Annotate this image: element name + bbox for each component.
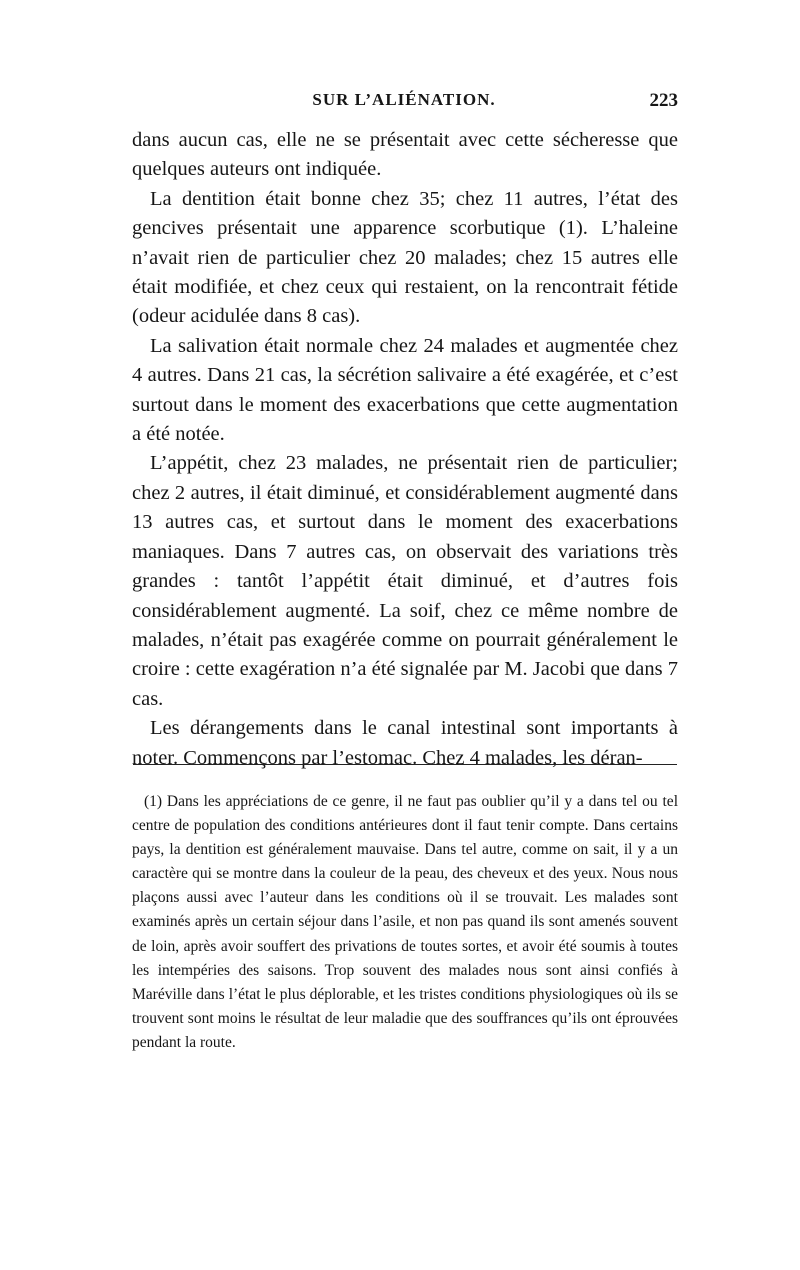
footnote-divider (133, 764, 677, 765)
footnote-text: (1) Dans les appréciations de ce genre, il ne faut pas oublier qu’il y a dans tel ou tel centre de population des conditions antérieures dont il faut tenir compte. Dans certains pays, la dentition est généralement mauvaise. Dans tel autre, comme on sait, il y a un caractère qui se montre dans la couleur de la peau, des cheveux et des yeux. Nous nous plaçons aussi avec l’auteur dans les conditions où il se trouvait. Les malades sont examinés après un certain séjour dans l’asile, et non pas quand ils sont amenés souvent de loin, après avoir souffert des privations de toutes sortes, et avoir été soumis à toutes les intempéries des saisons. Trop souvent des malades nous sont ainsi confiés à Maréville dans l’état le plus déplorable, et les tristes conditions physiologiques où ils se trouvent sont moins le résultat de leur maladie que des souffrances qu’ils ont éprouvées pendant la route. (132, 793, 678, 1051)
paragraph-salivation: La salivation était normale chez 24 malades et augmentée chez 4 autres. Dans 21 cas, la sécrétion salivaire a été exagérée, et c’est surtout dans le moment des exacerbations que cette augmentation a été notée. (132, 334, 678, 446)
paragraph-appetit: L’appétit, chez 23 malades, ne présentait rien de particulier; chez 2 autres, il était diminué, et considérablement augmenté dans 13 autres cas, et surtout dans le moment des exacerbations maniaques. Dans 7 autres cas, on observait des variations très grandes : tantôt l’appétit était diminué, et d’autres fois considérablement augmenté. La soif, chez ce même nombre de malades, n’était pas exagérée comme on pourrait généralement le croire : cette exagération n’a été signalée par M. Jacobi que dans 7 cas. (132, 452, 678, 710)
footnote (132, 790, 678, 1055)
running-title: SUR L’ALIÉNATION. (312, 90, 496, 109)
main-text (132, 126, 678, 773)
page-header (130, 90, 678, 120)
page-number: 223 (649, 90, 678, 111)
paragraph-dentition: La dentition était bonne chez 35; chez 11 autres, l’état des gencives présentait une apparence scorbutique (1). L’haleine n’avait rien de particulier chez 20 malades; chez 15 autres elle était modifiée, et chez ceux qui restaient, on la rencontrait fétide (odeur acidulée dans 8 cas). (132, 187, 678, 328)
paragraph-continuation: dans aucun cas, elle ne se présentait avec cette sécheresse que quelques auteurs ont indiquée. (132, 129, 678, 181)
paragraph-derangements: Les dérangements dans le canal intestinal sont importants à noter. Commençons par l’estomac. Chez 4 malades, les déran- (132, 717, 678, 769)
